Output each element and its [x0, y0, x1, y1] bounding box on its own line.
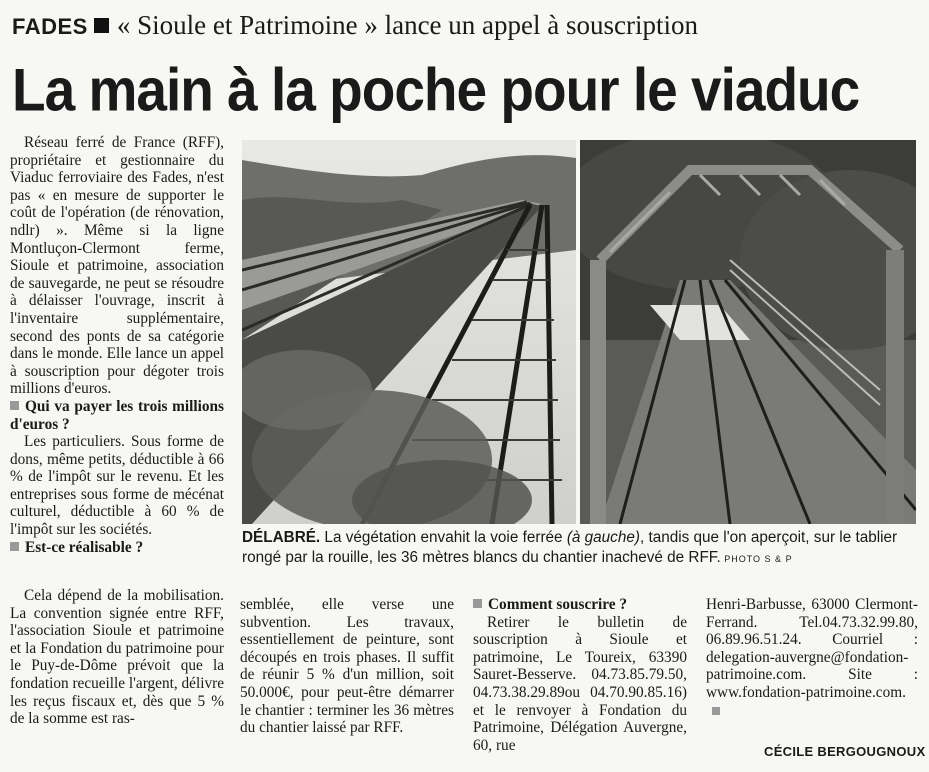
caption-text-after: , tandis que l'on aperçoit, sur le tablier rongé par la rouille, les 36 mètres blancs du chantier inachevé de RFF. — [242, 529, 898, 566]
answer-2-part-1: Cela dépend de la mobilisation. La convention signée entre RFF, l'association Sioule et patrimoine et la Fondation du patrimoine pour le Puy-de-Dôme prévoit que la fondation recueille l'argent, délivre les reçus fiscaux et, dès que 5 % de la somme est ras- — [10, 587, 224, 728]
square-bullet-icon — [94, 18, 109, 33]
article-column-2 — [10, 587, 224, 728]
question-2-text: Est-ce réalisable ? — [25, 538, 144, 556]
article-column-5 — [706, 596, 918, 719]
intro-paragraph: Réseau ferré de France (RFF), propriétaire et gestionnaire du Viaduc ferroviaire des Fades, n'est pas « en mesure de supporter le coût de l'opération (de rénovation, ndlr) ». Même si la ligne Montluçon-Clermont ferme, Sioule et patrimoine, association de sauvegarde, ne peut se résoudre à délaisser l'ouvrage, inscrit à l'inventaire supplémentaire, second des ponts de sa catégorie dans le monde. Elle lance un appel à souscription pour dégoter trois millions d'euros. — [10, 134, 224, 398]
caption-italic: (à gauche) — [566, 529, 640, 546]
square-bullet-icon — [473, 599, 482, 608]
headline: La main à la poche pour le viaduc — [12, 55, 860, 124]
question-1 — [10, 398, 224, 433]
article-column-3 — [240, 596, 454, 737]
answer-3-part-1: Retirer le bulletin de souscription à Sioule et patrimoine, Le Toureix, 63390 Sauret-Besserve. 04.73.85.79.50, 04.73.38.29.89ou 04.70.90.85.16) et le renvoyer à Fondation du Patrimoine, Délégation Auvergne, 60, rue — [473, 613, 687, 754]
kicker — [12, 10, 698, 41]
answer-3-part-2 — [706, 596, 918, 719]
photo-credit: PHOTO S & P — [720, 554, 793, 564]
photo-caption — [242, 528, 918, 569]
section-label: FADES — [12, 14, 88, 39]
photo-viaduct-truss — [580, 140, 916, 524]
square-bullet-icon — [10, 542, 19, 551]
viaduct-photo-illustration — [580, 140, 916, 524]
question-1-text: Qui va payer les trois millions d'euros ? — [10, 397, 224, 433]
answer-3-text: Henri-Barbusse, 63000 Clermont-Ferrand. Tel.04.73.32.99.80, 06.89.96.51.24. Courriel : delegation-auvergne@fondation-patrimoine.com. Site : www.fondation-patrimoine.com. — [706, 596, 918, 701]
answer-1: Les particuliers. Sous forme de dons, même petits, déductible à 66 % de l'impôt sur le revenu. Et les entreprises sous forme de mécénat culturel, déductible à 60 % de l'impôt sur les sociétés. — [10, 433, 224, 539]
square-bullet-icon — [10, 401, 19, 410]
photo-overgrown-track — [242, 140, 576, 524]
question-3 — [473, 596, 687, 614]
question-3-text: Comment souscrire ? — [488, 596, 628, 613]
caption-text-before: La végétation envahit la voie ferrée — [320, 529, 567, 546]
end-mark-icon — [712, 707, 720, 715]
byline: CÉCILE BERGOUGNOUX — [764, 744, 926, 759]
answer-2-part-2: semblée, elle verse une subvention. Les travaux, essentiellement de peinture, sont découpés en trois phases. Il suffit de réunir 5 % d'un million, soit 50.000€, pour peut-être démarrer le chantier : terminer les 36 mètres du chantier laissé par RFF. — [240, 596, 454, 737]
kicker-text: « Sioule et Patrimoine » lance un appel à souscription — [116, 10, 698, 40]
article-column-1 — [10, 134, 224, 556]
track-photo-illustration — [242, 140, 576, 524]
question-2 — [10, 539, 224, 557]
caption-lead: DÉLABRÉ. — [242, 529, 321, 546]
article-column-4 — [473, 596, 687, 754]
